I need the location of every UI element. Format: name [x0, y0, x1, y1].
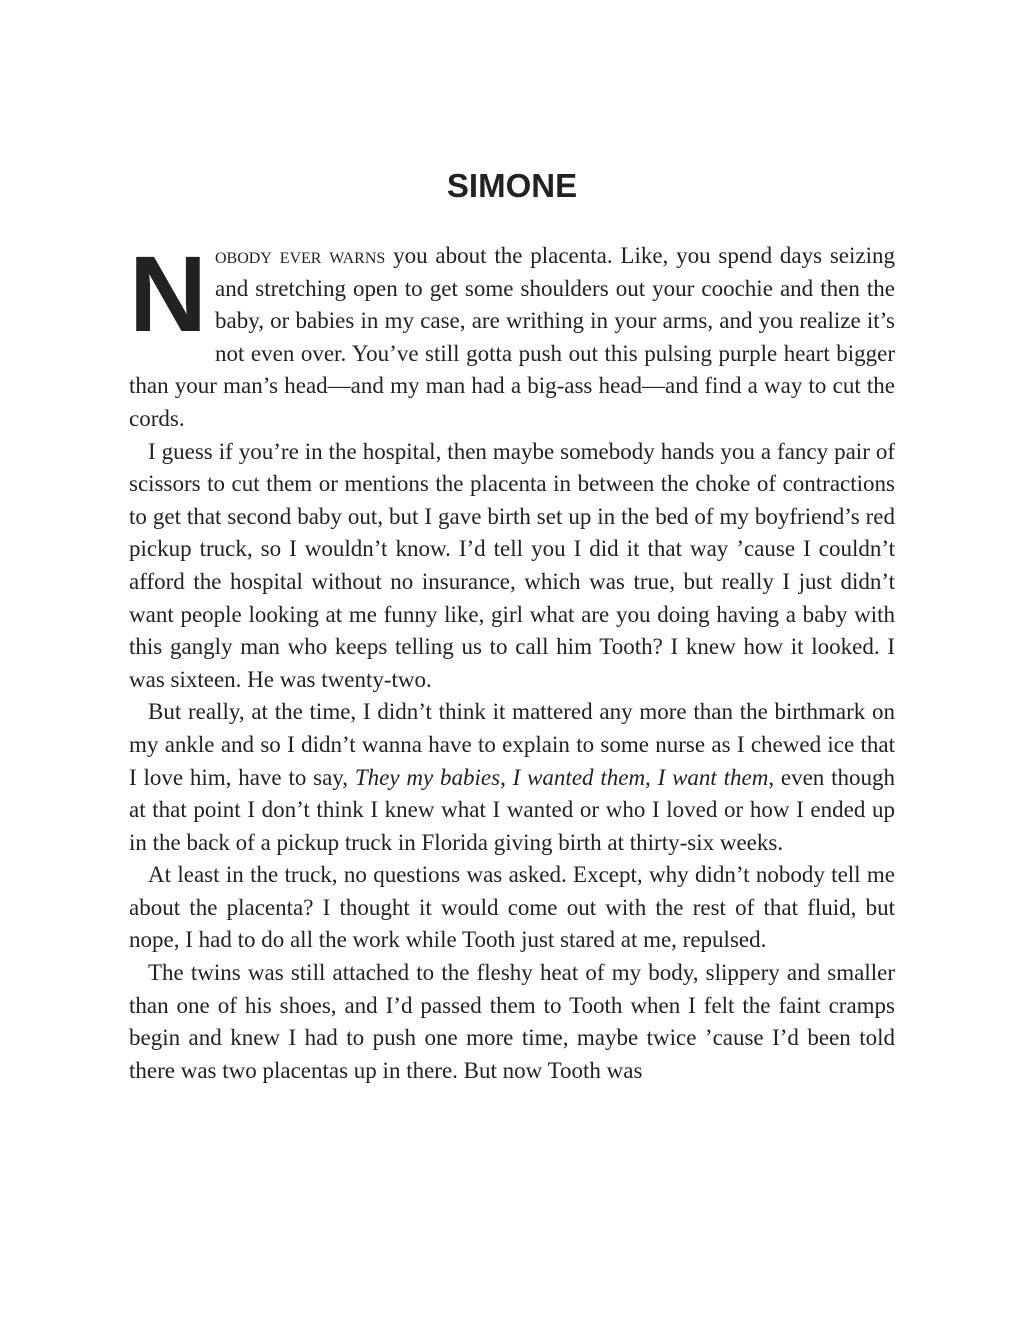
chapter-body [129, 233, 896, 1087]
paragraph-1-text: you about the placenta. Like, you spend days seizing and stretching open to get some shoulders out your coochie and then the baby, or babies in my case, are writhing in your arms, and you realize it’s not even over. You’ve still gotta push out this pulsing purple heart bigger than your man’s head—and my man had a big-ass head—and find a way to cut the cords. [129, 243, 895, 431]
paragraph-5: The twins was still attached to the fleshy heat of my body, slippery and smaller than one of his shoes, and I’d passed them to Tooth when I felt the faint cramps begin and knew I had to push one more time, maybe twice ’cause I’d been told there was two placentas up in there. But now Tooth was [129, 960, 895, 1083]
drop-cap: N [129, 233, 207, 354]
book-page [129, 160, 895, 1087]
paragraph-4: At least in the truck, no questions was asked. Except, why didn’t nobody tell me about the placenta? I thought it would come out with the rest of that fluid, but nope, I had to do all the work while Tooth just stared at me, repulsed. [129, 862, 895, 953]
paragraph-2: I guess if you’re in the hospital, then maybe somebody hands you a fancy pair of scissors to cut them or mentions the placenta in between the choke of contractions to get that second baby out, but I gave birth set up in the bed of my boyfriend’s red pickup truck, so I wouldn’t know. I’d tell you I did it that way ’cause I couldn’t afford the hospital without no insurance, which was true, but really I just didn’t want people looking at me funny like, girl what are you doing having a baby with this gangly man who keeps telling us to call him Tooth? I knew how it looked. I was sixteen. He was twenty-two. [129, 438, 895, 692]
paragraph-3-italic: They my babies, I wanted them, I want them [354, 764, 769, 790]
paragraph-3-text-after: , even though at that point I don’t think I knew what I wanted or who I loved or how I ended up in the back of a pickup truck in Florida giving birth at thirty-six weeks. [129, 764, 896, 855]
paragraph-3-text-before: But really, at the time, I didn’t think it mattered any more than the birthmark on my ankle and so I didn’t wanna have to explain to some nurse as I chewed ice that I love him, have to say, [129, 699, 895, 790]
lead-in-small-caps: obody ever warns [215, 243, 386, 268]
paragraph-1 [129, 233, 895, 436]
paragraph-3 [129, 696, 895, 859]
chapter-title: SIMONE [446, 167, 578, 204]
